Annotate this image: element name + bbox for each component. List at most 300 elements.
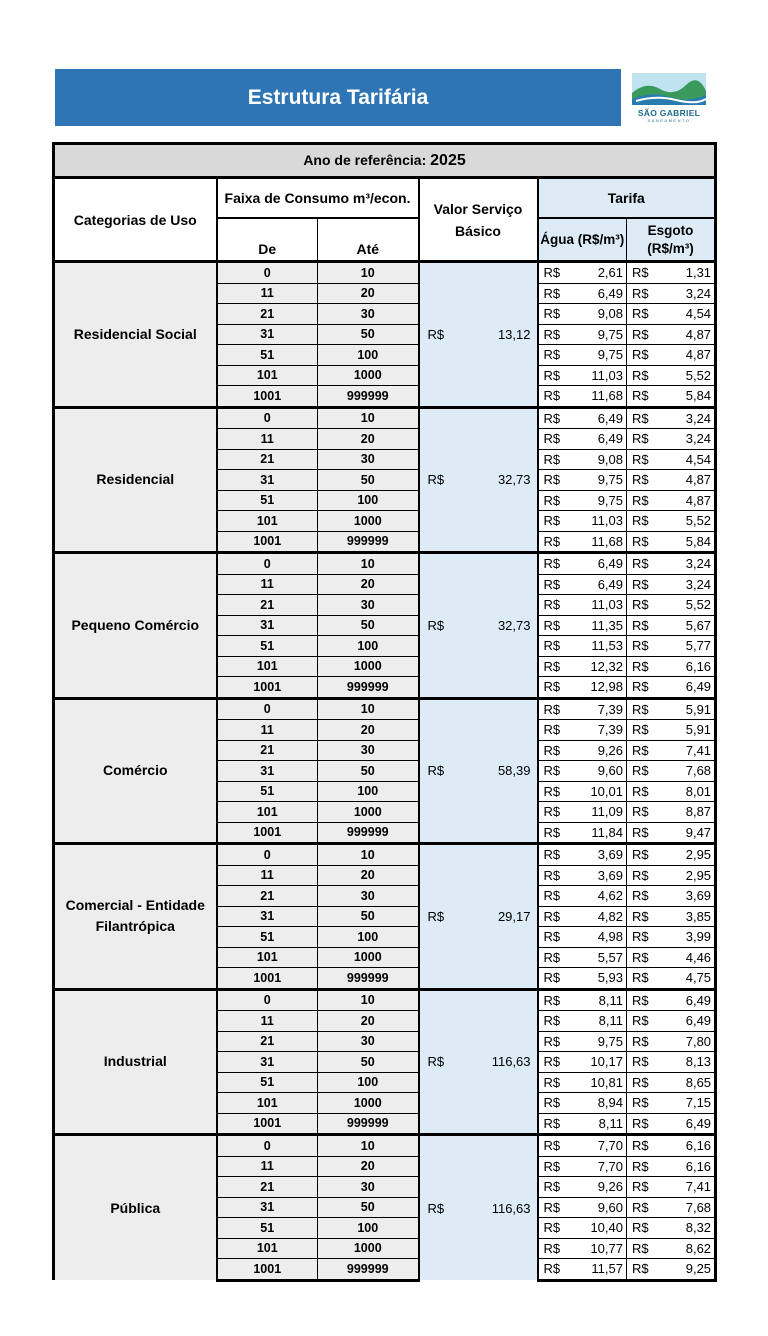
currency-symbol: R$ (543, 617, 561, 633)
esgoto-value: 5,77 (685, 638, 712, 654)
currency-symbol: R$ (543, 867, 561, 883)
valor-servico-basico (419, 262, 538, 408)
currency-symbol: R$ (632, 1074, 649, 1090)
range-from: 101 (217, 656, 318, 677)
currency-symbol: R$ (632, 1138, 649, 1154)
currency-symbol: R$ (632, 658, 649, 674)
range-from: 101 (217, 802, 318, 823)
agua-value: 9,08 (597, 306, 623, 322)
currency-symbol: R$ (632, 783, 649, 799)
table-row (54, 844, 716, 866)
esgoto-value: 6,16 (685, 1158, 712, 1174)
esgoto-tariff (627, 636, 716, 657)
esgoto-value: 5,91 (685, 722, 712, 738)
esgoto-value: 1,31 (685, 265, 712, 281)
currency-symbol: R$ (543, 1138, 561, 1154)
esgoto-tariff (627, 1052, 716, 1073)
esgoto-tariff (627, 1156, 716, 1177)
range-to: 100 (318, 927, 419, 948)
agua-value: 11,68 (591, 533, 623, 549)
currency-symbol: R$ (543, 431, 561, 447)
currency-symbol: R$ (543, 824, 561, 840)
range-from: 11 (217, 865, 318, 886)
currency-symbol: R$ (543, 992, 561, 1008)
currency-symbol: R$ (632, 326, 649, 342)
currency-symbol: R$ (632, 638, 649, 654)
range-from: 51 (217, 636, 318, 657)
esgoto-tariff (627, 1072, 716, 1093)
table-row (54, 698, 716, 720)
table-row (54, 1135, 716, 1157)
range-to: 999999 (318, 1259, 419, 1281)
esgoto-tariff (627, 720, 716, 741)
range-from: 0 (217, 407, 318, 429)
range-from: 1001 (217, 386, 318, 408)
header-agua: Água (R$/m³) (538, 218, 627, 262)
currency-symbol: R$ (543, 638, 561, 654)
valor-servico-basico (419, 844, 538, 990)
currency-symbol: R$ (543, 701, 561, 717)
currency-symbol: R$ (632, 1013, 649, 1029)
range-from: 11 (217, 720, 318, 741)
currency-symbol: R$ (632, 1199, 649, 1215)
currency-symbol: R$ (543, 326, 561, 342)
currency-symbol: R$ (632, 513, 649, 529)
esgoto-tariff (627, 449, 716, 470)
agua-value: 6,49 (597, 556, 623, 572)
agua-tariff (538, 449, 627, 470)
header-valor-servico: Valor Serviço Básico (419, 178, 538, 262)
currency-symbol: R$ (543, 1095, 561, 1111)
agua-tariff (538, 407, 627, 429)
esgoto-value: 5,67 (685, 617, 712, 633)
agua-value: 11,03 (591, 597, 623, 613)
range-from: 101 (217, 1093, 318, 1114)
category-name: Pequeno Comércio (54, 553, 217, 699)
esgoto-value: 4,87 (685, 347, 712, 363)
esgoto-tariff (627, 1177, 716, 1198)
agua-value: 11,84 (591, 824, 623, 840)
table-row (54, 262, 716, 284)
agua-value: 6,49 (597, 410, 623, 426)
agua-tariff (538, 1177, 627, 1198)
valor-servico-basico (419, 1135, 538, 1281)
range-from: 1001 (217, 677, 318, 699)
agua-value: 9,75 (597, 472, 623, 488)
range-from: 101 (217, 511, 318, 532)
range-from: 1001 (217, 822, 318, 844)
esgoto-tariff (627, 1011, 716, 1032)
vsb-value: 32,73 (497, 472, 531, 488)
table-row (54, 553, 716, 575)
range-from: 31 (217, 1052, 318, 1073)
esgoto-value: 5,84 (685, 388, 712, 404)
currency-symbol: R$ (632, 1095, 649, 1111)
table-row (54, 407, 716, 429)
range-from: 11 (217, 1156, 318, 1177)
esgoto-value: 7,41 (685, 1179, 712, 1195)
currency-symbol: R$ (632, 824, 649, 840)
esgoto-value: 6,49 (685, 1013, 712, 1029)
range-to: 1000 (318, 511, 419, 532)
range-to: 50 (318, 1197, 419, 1218)
range-to: 30 (318, 304, 419, 325)
header-category: Categorias de Uso (54, 178, 217, 262)
range-from: 1001 (217, 1113, 318, 1135)
agua-value: 7,70 (597, 1138, 623, 1154)
range-from: 51 (217, 345, 318, 366)
vsb-value: 116,63 (491, 1054, 531, 1070)
vsb-value: 13,12 (497, 326, 531, 342)
currency-symbol: R$ (632, 867, 649, 883)
range-to: 10 (318, 844, 419, 866)
currency-symbol: R$ (543, 888, 561, 904)
currency-symbol: R$ (632, 285, 649, 301)
agua-tariff (538, 906, 627, 927)
range-to: 999999 (318, 968, 419, 990)
logo-landscape-icon (626, 69, 712, 109)
esgoto-tariff (627, 802, 716, 823)
esgoto-tariff (627, 1197, 716, 1218)
esgoto-tariff (627, 283, 716, 304)
agua-value: 12,32 (590, 658, 623, 674)
category-name: Residencial (54, 407, 217, 553)
currency-symbol: R$ (632, 847, 649, 863)
esgoto-tariff (627, 1218, 716, 1239)
currency-symbol: R$ (543, 556, 561, 572)
page-title: Estrutura Tarifária (247, 85, 429, 109)
agua-tariff (538, 1197, 627, 1218)
esgoto-tariff (627, 407, 716, 429)
currency-symbol: R$ (427, 763, 445, 779)
range-from: 31 (217, 324, 318, 345)
range-from: 31 (217, 615, 318, 636)
agua-value: 2,61 (597, 265, 623, 281)
range-to: 50 (318, 1052, 419, 1073)
currency-symbol: R$ (632, 1179, 649, 1195)
currency-symbol: R$ (543, 1199, 561, 1215)
range-to: 50 (318, 615, 419, 636)
esgoto-value: 2,95 (685, 847, 712, 863)
currency-symbol: R$ (427, 617, 445, 633)
range-to: 30 (318, 1177, 419, 1198)
currency-symbol: R$ (632, 617, 649, 633)
range-to: 30 (318, 886, 419, 907)
valor-servico-basico (419, 989, 538, 1135)
agua-value: 11,68 (591, 388, 623, 404)
range-to: 10 (318, 407, 419, 429)
currency-symbol: R$ (543, 804, 561, 820)
esgoto-value: 3,24 (685, 556, 712, 572)
range-from: 21 (217, 886, 318, 907)
range-to: 999999 (318, 386, 419, 408)
esgoto-value: 2,95 (685, 867, 712, 883)
agua-tariff (538, 365, 627, 386)
esgoto-value: 6,16 (685, 658, 712, 674)
agua-tariff (538, 615, 627, 636)
agua-tariff (538, 698, 627, 720)
range-to: 100 (318, 781, 419, 802)
agua-tariff (538, 1113, 627, 1135)
currency-symbol: R$ (632, 949, 649, 965)
range-to: 999999 (318, 677, 419, 699)
currency-symbol: R$ (632, 367, 649, 383)
esgoto-tariff (627, 822, 716, 844)
esgoto-tariff (627, 1135, 716, 1157)
esgoto-tariff (627, 865, 716, 886)
range-to: 10 (318, 262, 419, 284)
esgoto-value: 3,24 (685, 410, 712, 426)
agua-tariff (538, 1093, 627, 1114)
range-from: 21 (217, 1177, 318, 1198)
agua-tariff (538, 740, 627, 761)
currency-symbol: R$ (632, 1220, 649, 1236)
agua-value: 9,08 (597, 451, 623, 467)
range-to: 100 (318, 1218, 419, 1239)
currency-symbol: R$ (632, 556, 649, 572)
currency-symbol: R$ (427, 908, 445, 924)
range-to: 20 (318, 1011, 419, 1032)
agua-value: 11,57 (591, 1261, 623, 1277)
esgoto-value: 8,65 (685, 1074, 712, 1090)
agua-value: 12,98 (590, 679, 623, 695)
range-to: 100 (318, 490, 419, 511)
valor-servico-basico (419, 553, 538, 699)
currency-symbol: R$ (543, 1115, 561, 1131)
currency-symbol: R$ (543, 285, 561, 301)
range-from: 51 (217, 1072, 318, 1093)
agua-tariff (538, 968, 627, 990)
esgoto-tariff (627, 470, 716, 491)
agua-tariff (538, 511, 627, 532)
esgoto-value: 9,25 (685, 1261, 712, 1277)
currency-symbol: R$ (543, 1033, 561, 1049)
esgoto-tariff (627, 365, 716, 386)
esgoto-value: 5,91 (685, 701, 712, 717)
range-to: 10 (318, 698, 419, 720)
agua-value: 10,77 (590, 1240, 623, 1256)
agua-value: 8,94 (597, 1095, 623, 1111)
agua-tariff (538, 865, 627, 886)
esgoto-value: 5,52 (685, 597, 712, 613)
header-esgoto: Esgoto (R$/m³) (627, 218, 716, 262)
esgoto-value: 4,54 (685, 306, 712, 322)
range-from: 31 (217, 470, 318, 491)
agua-tariff (538, 886, 627, 907)
agua-tariff (538, 844, 627, 866)
agua-tariff (538, 531, 627, 553)
agua-tariff (538, 304, 627, 325)
esgoto-value: 3,24 (685, 285, 712, 301)
agua-value: 7,39 (597, 701, 623, 717)
esgoto-value: 3,69 (685, 888, 712, 904)
currency-symbol: R$ (543, 679, 561, 695)
agua-tariff (538, 761, 627, 782)
agua-value: 4,82 (597, 908, 623, 924)
esgoto-tariff (627, 595, 716, 616)
currency-symbol: R$ (543, 1240, 561, 1256)
category-name: Comercial - Entidade Filantrópica (54, 844, 217, 990)
agua-value: 4,98 (597, 929, 623, 945)
range-from: 51 (217, 490, 318, 511)
range-from: 21 (217, 1031, 318, 1052)
esgoto-tariff (627, 844, 716, 866)
currency-symbol: R$ (543, 347, 561, 363)
agua-value: 4,62 (597, 888, 623, 904)
esgoto-tariff (627, 1113, 716, 1135)
currency-symbol: R$ (632, 451, 649, 467)
agua-tariff (538, 720, 627, 741)
currency-symbol: R$ (543, 533, 561, 549)
range-from: 0 (217, 262, 318, 284)
currency-symbol: R$ (632, 742, 649, 758)
currency-symbol: R$ (632, 533, 649, 549)
esgoto-value: 4,87 (685, 472, 712, 488)
currency-symbol: R$ (632, 597, 649, 613)
range-to: 1000 (318, 656, 419, 677)
currency-symbol: R$ (632, 472, 649, 488)
esgoto-tariff (627, 324, 716, 345)
range-from: 101 (217, 947, 318, 968)
esgoto-tariff (627, 698, 716, 720)
range-to: 10 (318, 553, 419, 575)
esgoto-tariff (627, 968, 716, 990)
range-to: 999999 (318, 531, 419, 553)
range-from: 0 (217, 844, 318, 866)
esgoto-tariff (627, 781, 716, 802)
currency-symbol: R$ (543, 1220, 561, 1236)
agua-tariff (538, 989, 627, 1011)
agua-value: 10,81 (590, 1074, 623, 1090)
currency-symbol: R$ (543, 722, 561, 738)
agua-tariff (538, 595, 627, 616)
range-from: 11 (217, 574, 318, 595)
vsb-value: 116,63 (491, 1200, 531, 1216)
currency-symbol: R$ (632, 908, 649, 924)
agua-tariff (538, 574, 627, 595)
currency-symbol: R$ (543, 1013, 561, 1029)
header-de: De (217, 218, 318, 262)
currency-symbol: R$ (543, 576, 561, 592)
esgoto-tariff (627, 531, 716, 553)
range-to: 50 (318, 761, 419, 782)
agua-value: 5,93 (597, 970, 623, 986)
currency-symbol: R$ (632, 701, 649, 717)
esgoto-value: 7,68 (685, 1199, 712, 1215)
agua-value: 10,01 (590, 783, 623, 799)
range-from: 11 (217, 1011, 318, 1032)
agua-tariff (538, 1031, 627, 1052)
range-to: 50 (318, 324, 419, 345)
currency-symbol: R$ (543, 492, 561, 508)
range-from: 0 (217, 553, 318, 575)
currency-symbol: R$ (632, 1261, 649, 1277)
currency-symbol: R$ (632, 804, 649, 820)
esgoto-tariff (627, 574, 716, 595)
esgoto-value: 3,24 (685, 431, 712, 447)
esgoto-value: 5,84 (685, 533, 712, 549)
esgoto-tariff (627, 553, 716, 575)
esgoto-tariff (627, 906, 716, 927)
esgoto-value: 8,62 (685, 1240, 712, 1256)
agua-value: 9,26 (597, 742, 623, 758)
range-from: 1001 (217, 968, 318, 990)
currency-symbol: R$ (543, 742, 561, 758)
esgoto-tariff (627, 740, 716, 761)
category-name: Residencial Social (54, 262, 217, 408)
esgoto-value: 6,49 (685, 679, 712, 695)
currency-symbol: R$ (632, 888, 649, 904)
agua-value: 10,40 (590, 1220, 623, 1236)
esgoto-tariff (627, 1093, 716, 1114)
range-from: 11 (217, 283, 318, 304)
logo-name: SÃO GABRIEL (637, 108, 701, 118)
agua-value: 6,49 (597, 576, 623, 592)
currency-symbol: R$ (543, 1074, 561, 1090)
range-from: 21 (217, 449, 318, 470)
range-from: 0 (217, 989, 318, 1011)
currency-symbol: R$ (632, 576, 649, 592)
agua-tariff (538, 947, 627, 968)
agua-value: 8,11 (598, 1013, 623, 1029)
agua-value: 3,69 (597, 847, 623, 863)
esgoto-tariff (627, 386, 716, 408)
currency-symbol: R$ (632, 306, 649, 322)
currency-symbol: R$ (543, 847, 561, 863)
range-to: 10 (318, 989, 419, 1011)
esgoto-tariff (627, 677, 716, 699)
agua-tariff (538, 283, 627, 304)
agua-tariff (538, 345, 627, 366)
header-faixa: Faixa de Consumo m³/econ. (217, 178, 419, 219)
range-from: 21 (217, 304, 318, 325)
range-from: 31 (217, 906, 318, 927)
agua-tariff (538, 656, 627, 677)
range-to: 20 (318, 720, 419, 741)
range-from: 101 (217, 365, 318, 386)
vsb-value: 29,17 (497, 908, 531, 924)
range-from: 51 (217, 1218, 318, 1239)
range-to: 10 (318, 1135, 419, 1157)
range-to: 30 (318, 595, 419, 616)
currency-symbol: R$ (543, 949, 561, 965)
currency-symbol: R$ (543, 763, 561, 779)
range-to: 100 (318, 345, 419, 366)
currency-symbol: R$ (427, 326, 445, 342)
range-from: 51 (217, 781, 318, 802)
currency-symbol: R$ (632, 1115, 649, 1131)
esgoto-tariff (627, 429, 716, 450)
currency-symbol: R$ (543, 472, 561, 488)
esgoto-value: 7,68 (685, 763, 712, 779)
agua-tariff (538, 1156, 627, 1177)
range-to: 50 (318, 470, 419, 491)
currency-symbol: R$ (632, 970, 649, 986)
category-name: Comércio (54, 698, 217, 844)
range-from: 51 (217, 927, 318, 948)
range-from: 31 (217, 761, 318, 782)
agua-tariff (538, 1052, 627, 1073)
currency-symbol: R$ (543, 1054, 561, 1070)
agua-tariff (538, 802, 627, 823)
agua-value: 5,57 (597, 949, 623, 965)
currency-symbol: R$ (632, 1033, 649, 1049)
range-to: 999999 (318, 1113, 419, 1135)
range-to: 30 (318, 740, 419, 761)
currency-symbol: R$ (632, 492, 649, 508)
agua-value: 9,75 (597, 492, 623, 508)
agua-tariff (538, 636, 627, 657)
